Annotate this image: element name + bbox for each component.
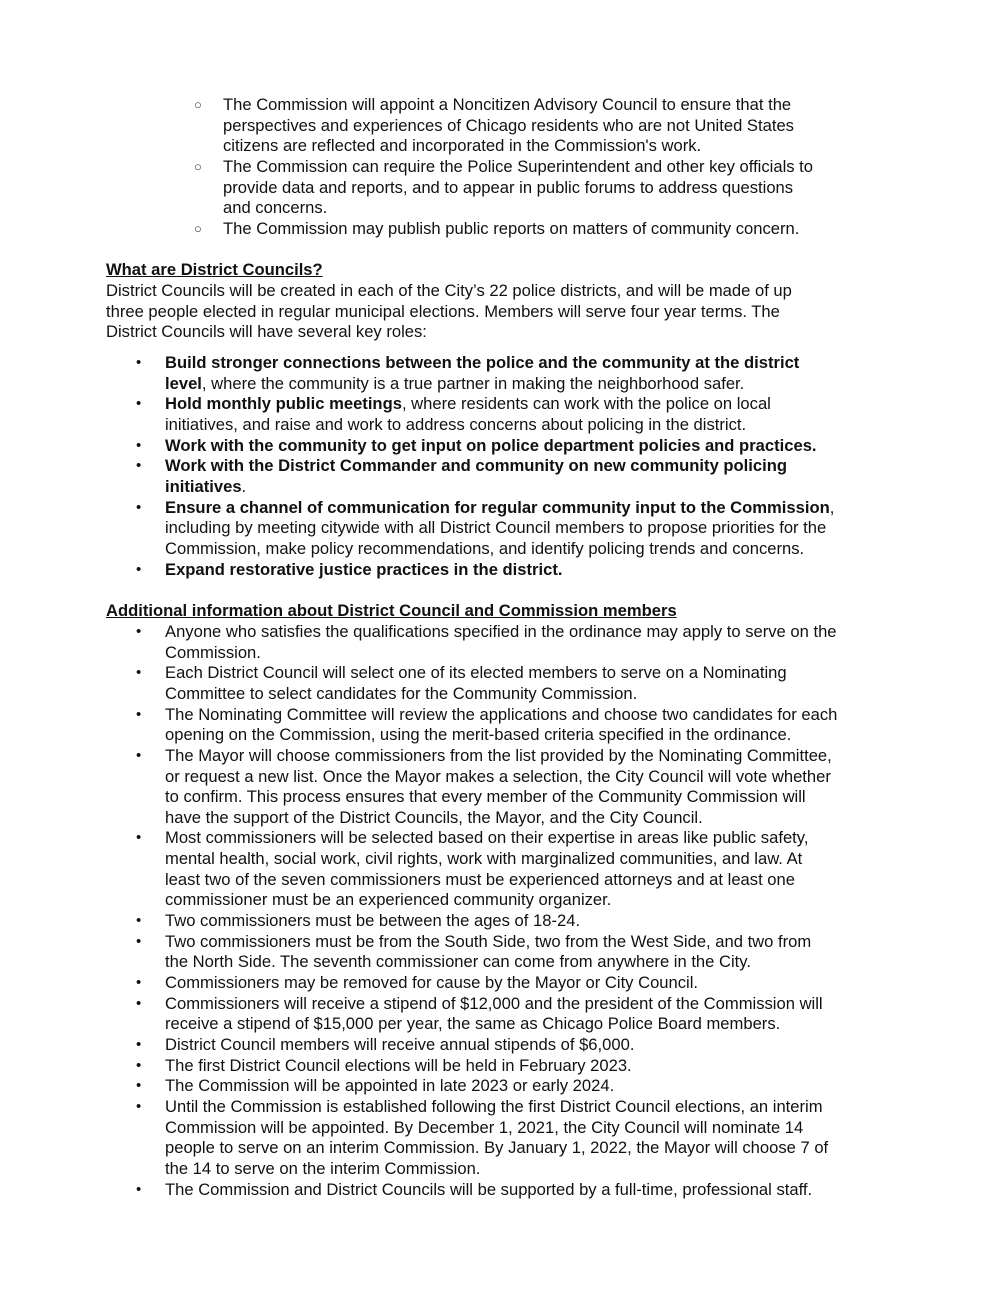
sub-item-1-line-1: The Commission will appoint a Noncitizen Advisory Council to ensure that the xyxy=(223,95,792,114)
info-item-4-line-3: to confirm. This process ensures that every member of the Community Commission will xyxy=(165,787,806,806)
bullet-icon: • xyxy=(136,437,142,454)
section-heading-additional-info: Additional information about District Council and Commission members xyxy=(106,601,677,620)
role-6-line-1: Expand restorative justice practices in the district. xyxy=(165,560,563,579)
info-item-2-line-1: Each District Council will select one of its elected members to serve on a Nominating xyxy=(165,663,787,682)
info-item-13-line-3: people to serve on an interim Commission. By January 1, 2022, the Mayor will choose 7 of xyxy=(165,1138,829,1157)
sub-item-3-line-1: The Commission may publish public reports on matters of community concern. xyxy=(223,219,800,238)
info-item-1-line-2: Commission. xyxy=(165,643,261,662)
bullet-icon: • xyxy=(136,664,142,681)
sub-item-2-line-2: provide data and reports, and to appear in public forums to address questions xyxy=(223,178,794,197)
bullet-icon: • xyxy=(136,1036,142,1053)
bullet-icon: • xyxy=(136,499,142,516)
info-item-4-line-4: have the support of the District Councils, the Mayor, and the City Council. xyxy=(165,808,703,827)
role-3-line-1: Work with the community to get input on police department policies and practices. xyxy=(165,436,817,455)
info-item-8-line-1: Commissioners may be removed for cause by the Mayor or City Council. xyxy=(165,973,699,992)
bullet-icon: • xyxy=(136,995,142,1012)
info-item-12-line-1: The Commission will be appointed in late 2023 or early 2024. xyxy=(165,1076,615,1095)
role-4-line-1: Work with the District Commander and community on new community policing xyxy=(165,456,788,475)
bullet-icon: • xyxy=(136,395,142,412)
bullet-icon: • xyxy=(136,974,142,991)
info-item-5-line-4: commissioner must be an experienced community organizer. xyxy=(165,890,612,909)
info-item-4-line-2: or request a new list. Once the Mayor makes a selection, the City Council will vote whether xyxy=(165,767,831,786)
info-item-4-line-1: The Mayor will choose commissioners from the list provided by the Nominating Committee, xyxy=(165,746,832,765)
body-line-1: District Councils will be created in each of the City’s 22 police districts, and will be made of up xyxy=(106,281,792,300)
role-1-line-1: Build stronger connections between the police and the community at the district xyxy=(165,353,800,372)
sub-item-2-line-1: The Commission can require the Police Superintendent and other key officials to xyxy=(223,157,814,176)
info-item-5-line-2: mental health, social work, civil rights, work with marginalized communities, and law. At xyxy=(165,849,803,868)
bullet-icon: • xyxy=(136,933,142,950)
section-heading-district-councils: What are District Councils? xyxy=(106,260,323,279)
role-5-line-3: Commission, make policy recommendations, and identify policing trends and concerns. xyxy=(165,539,805,558)
circle-bullet-icon: ○ xyxy=(194,221,202,236)
circle-bullet-icon: ○ xyxy=(194,97,202,112)
body-line-3: District Councils will have several key roles: xyxy=(106,322,427,341)
info-item-5-line-3: least two of the seven commissioners must be experienced attorneys and at least one xyxy=(165,870,795,889)
body-line-2: three people elected in regular municipal elections. Members will serve four year terms. The xyxy=(106,302,780,321)
bullet-icon: • xyxy=(136,1098,142,1115)
role-4-line-2: initiatives. xyxy=(165,477,247,496)
bullet-icon: • xyxy=(136,561,142,578)
circle-bullet-icon: ○ xyxy=(194,159,202,174)
info-item-13-line-1: Until the Commission is established following the first District Council elections, an interim xyxy=(165,1097,823,1116)
bullet-icon: • xyxy=(136,706,142,723)
info-item-7-line-1: Two commissioners must be from the South Side, two from the West Side, and two from xyxy=(165,932,812,951)
bullet-icon: • xyxy=(136,747,142,764)
info-item-2-line-2: Committee to select candidates for the Community Commission. xyxy=(165,684,638,703)
info-item-3-line-2: opening on the Commission, using the merit-based criteria specified in the ordinance. xyxy=(165,725,792,744)
role-5-line-2: including by meeting citywide with all District Council members to propose priorities for the xyxy=(165,518,827,537)
info-item-9-line-2: receive a stipend of $15,000 per year, the same as Chicago Police Board members. xyxy=(165,1014,781,1033)
sub-item-1-line-2: perspectives and experiences of Chicago residents who are not United States xyxy=(223,116,794,135)
info-item-3-line-1: The Nominating Committee will review the applications and choose two candidates for each xyxy=(165,705,838,724)
info-item-13-line-4: the 14 to serve on the interim Commission. xyxy=(165,1159,481,1178)
role-5-line-1: Ensure a channel of communication for regular community input to the Commission, xyxy=(165,498,835,517)
role-2-line-2: initiatives, and raise and work to address concerns about policing in the district. xyxy=(165,415,747,434)
bullet-icon: • xyxy=(136,829,142,846)
bullet-icon: • xyxy=(136,912,142,929)
role-2-line-1: Hold monthly public meetings, where residents can work with the police on local xyxy=(165,394,771,413)
bullet-icon: • xyxy=(136,623,142,640)
info-item-1-line-1: Anyone who satisfies the qualifications specified in the ordinance may apply to serve on the xyxy=(165,622,837,641)
info-item-13-line-2: Commission will be appointed. By December 1, 2021, the City Council will nominate 14 xyxy=(165,1118,804,1137)
sub-item-2-line-3: and concerns. xyxy=(223,198,328,217)
info-item-6-line-1: Two commissioners must be between the ages of 18-24. xyxy=(165,911,581,930)
info-item-9-line-1: Commissioners will receive a stipend of $12,000 and the president of the Commission will xyxy=(165,994,823,1013)
info-item-11-line-1: The first District Council elections will be held in February 2023. xyxy=(165,1056,632,1075)
role-1-line-2: level, where the community is a true partner in making the neighborhood safer. xyxy=(165,374,745,393)
bullet-icon: • xyxy=(136,1057,142,1074)
info-item-10-line-1: District Council members will receive annual stipends of $6,000. xyxy=(165,1035,635,1054)
bullet-icon: • xyxy=(136,1181,142,1198)
info-item-5-line-1: Most commissioners will be selected based on their expertise in areas like public safety, xyxy=(165,828,809,847)
sub-item-1-line-3: citizens are reflected and incorporated in the Commission's work. xyxy=(223,136,702,155)
bullet-icon: • xyxy=(136,457,142,474)
info-item-14-line-1: The Commission and District Councils will be supported by a full-time, professional staff. xyxy=(165,1180,813,1199)
bullet-icon: • xyxy=(136,354,142,371)
info-item-7-line-2: the North Side. The seventh commissioner can come from anywhere in the City. xyxy=(165,952,751,971)
bullet-icon: • xyxy=(136,1077,142,1094)
